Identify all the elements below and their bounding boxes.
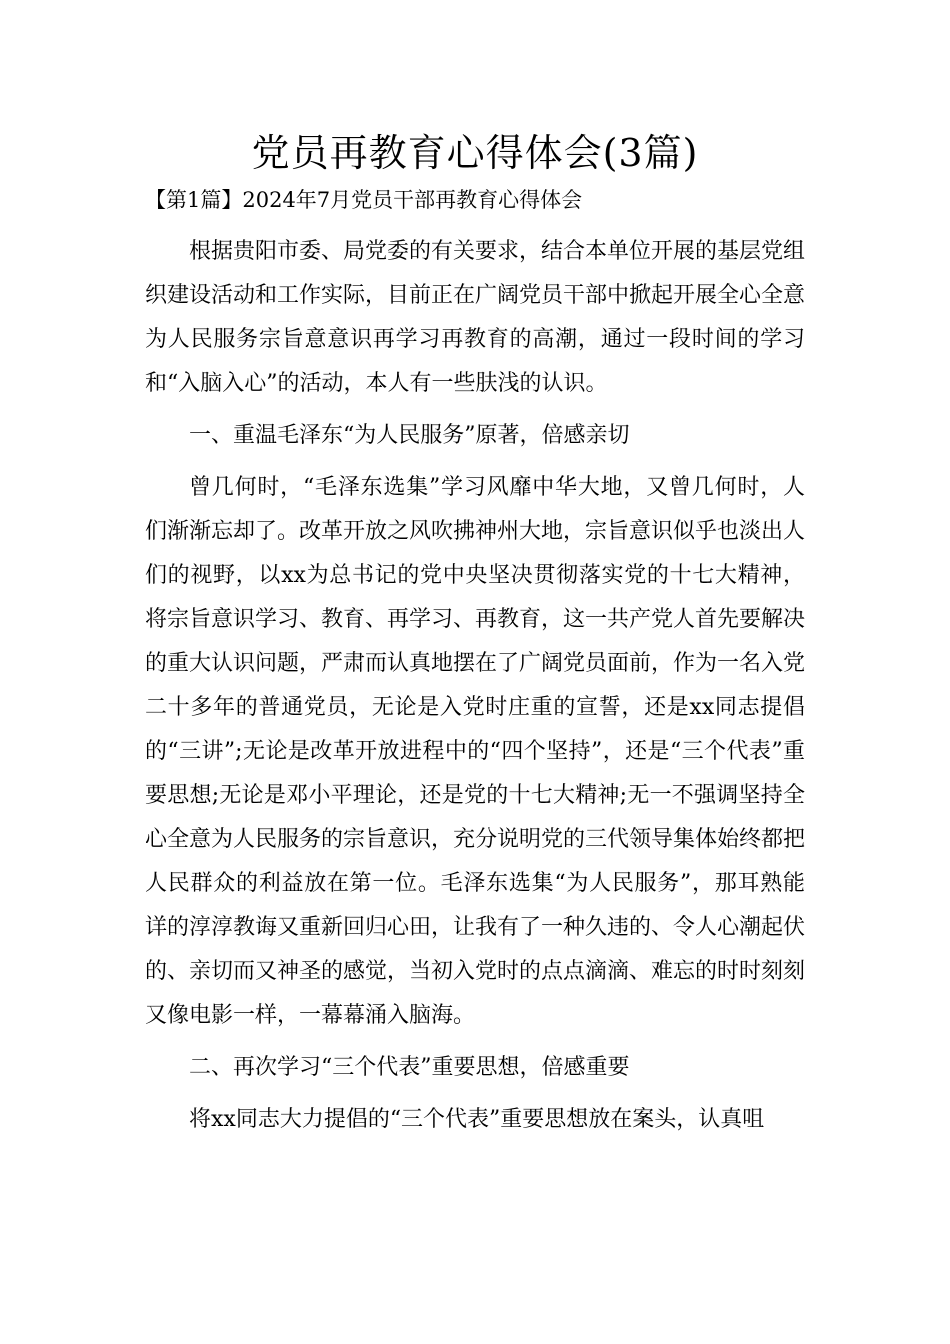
document-title: 党员再教育心得体会(3篇) <box>251 131 699 175</box>
paragraph-one: 曾几何时，“毛泽东选集”学习风靡中华大地，又曾几何时，人们渐渐忘却了。改革开放之风吹拂神州大地，宗旨意识似乎也淡出人们的视野，以xx为总书记的党中央坚决贯彻落实党的十七大精神，将宗旨意识学习、教育、再学习、再教育，这一共产党人首先要解决的重大认识问题，严肃而认真地摆在了广阔党员面前，作为一名入党二十多年的普通党员，无论是入党时庄重的宣誓，还是xx同志提倡的“三讲”;无论是改革开放进程中的“四个坚持”，还是“三个代表”重要思想;无论是邓小平理论，还是党的十七大精神;无一不强调坚持全心全意为人民服务的宗旨意识，充分说明党的三代领导集体始终都把人民群众的利益放在第一位。毛泽东选集“为人民服务”，那耳熟能详的淳淳教诲又重新回归心田，让我有了一种久违的、令人心潮起伏的、亲切而又神圣的感觉，当初入党时的点点滴滴、难忘的时时刻刻又像电影一样，一幕幕涌入脑海。 <box>145 475 806 1028</box>
subheading-two: 二、再次学习“三个代表”重要思想，倍感重要 <box>189 1055 630 1080</box>
document-body <box>145 230 805 1150</box>
paragraph-two: 将xx同志大力提倡的“三个代表”重要思想放在案头，认真咀 <box>189 1107 765 1132</box>
subheading-one: 一、重温毛泽东“为人民服务”原著，倍感亲切 <box>189 423 630 448</box>
paragraph-intro: 根据贵阳市委、局党委的有关要求，结合本单位开展的基层党组织建设活动和工作实际，目前正在广阔党员干部中掀起开展全心全意为人民服务宗旨意意识再学习再教育的高潮，通过一段时间的学习和“入脑入心”的活动，本人有一些肤浅的认识。 <box>145 239 806 396</box>
section-heading: 【第1篇】2024年7月党员干部再教育心得体会 <box>145 188 583 212</box>
